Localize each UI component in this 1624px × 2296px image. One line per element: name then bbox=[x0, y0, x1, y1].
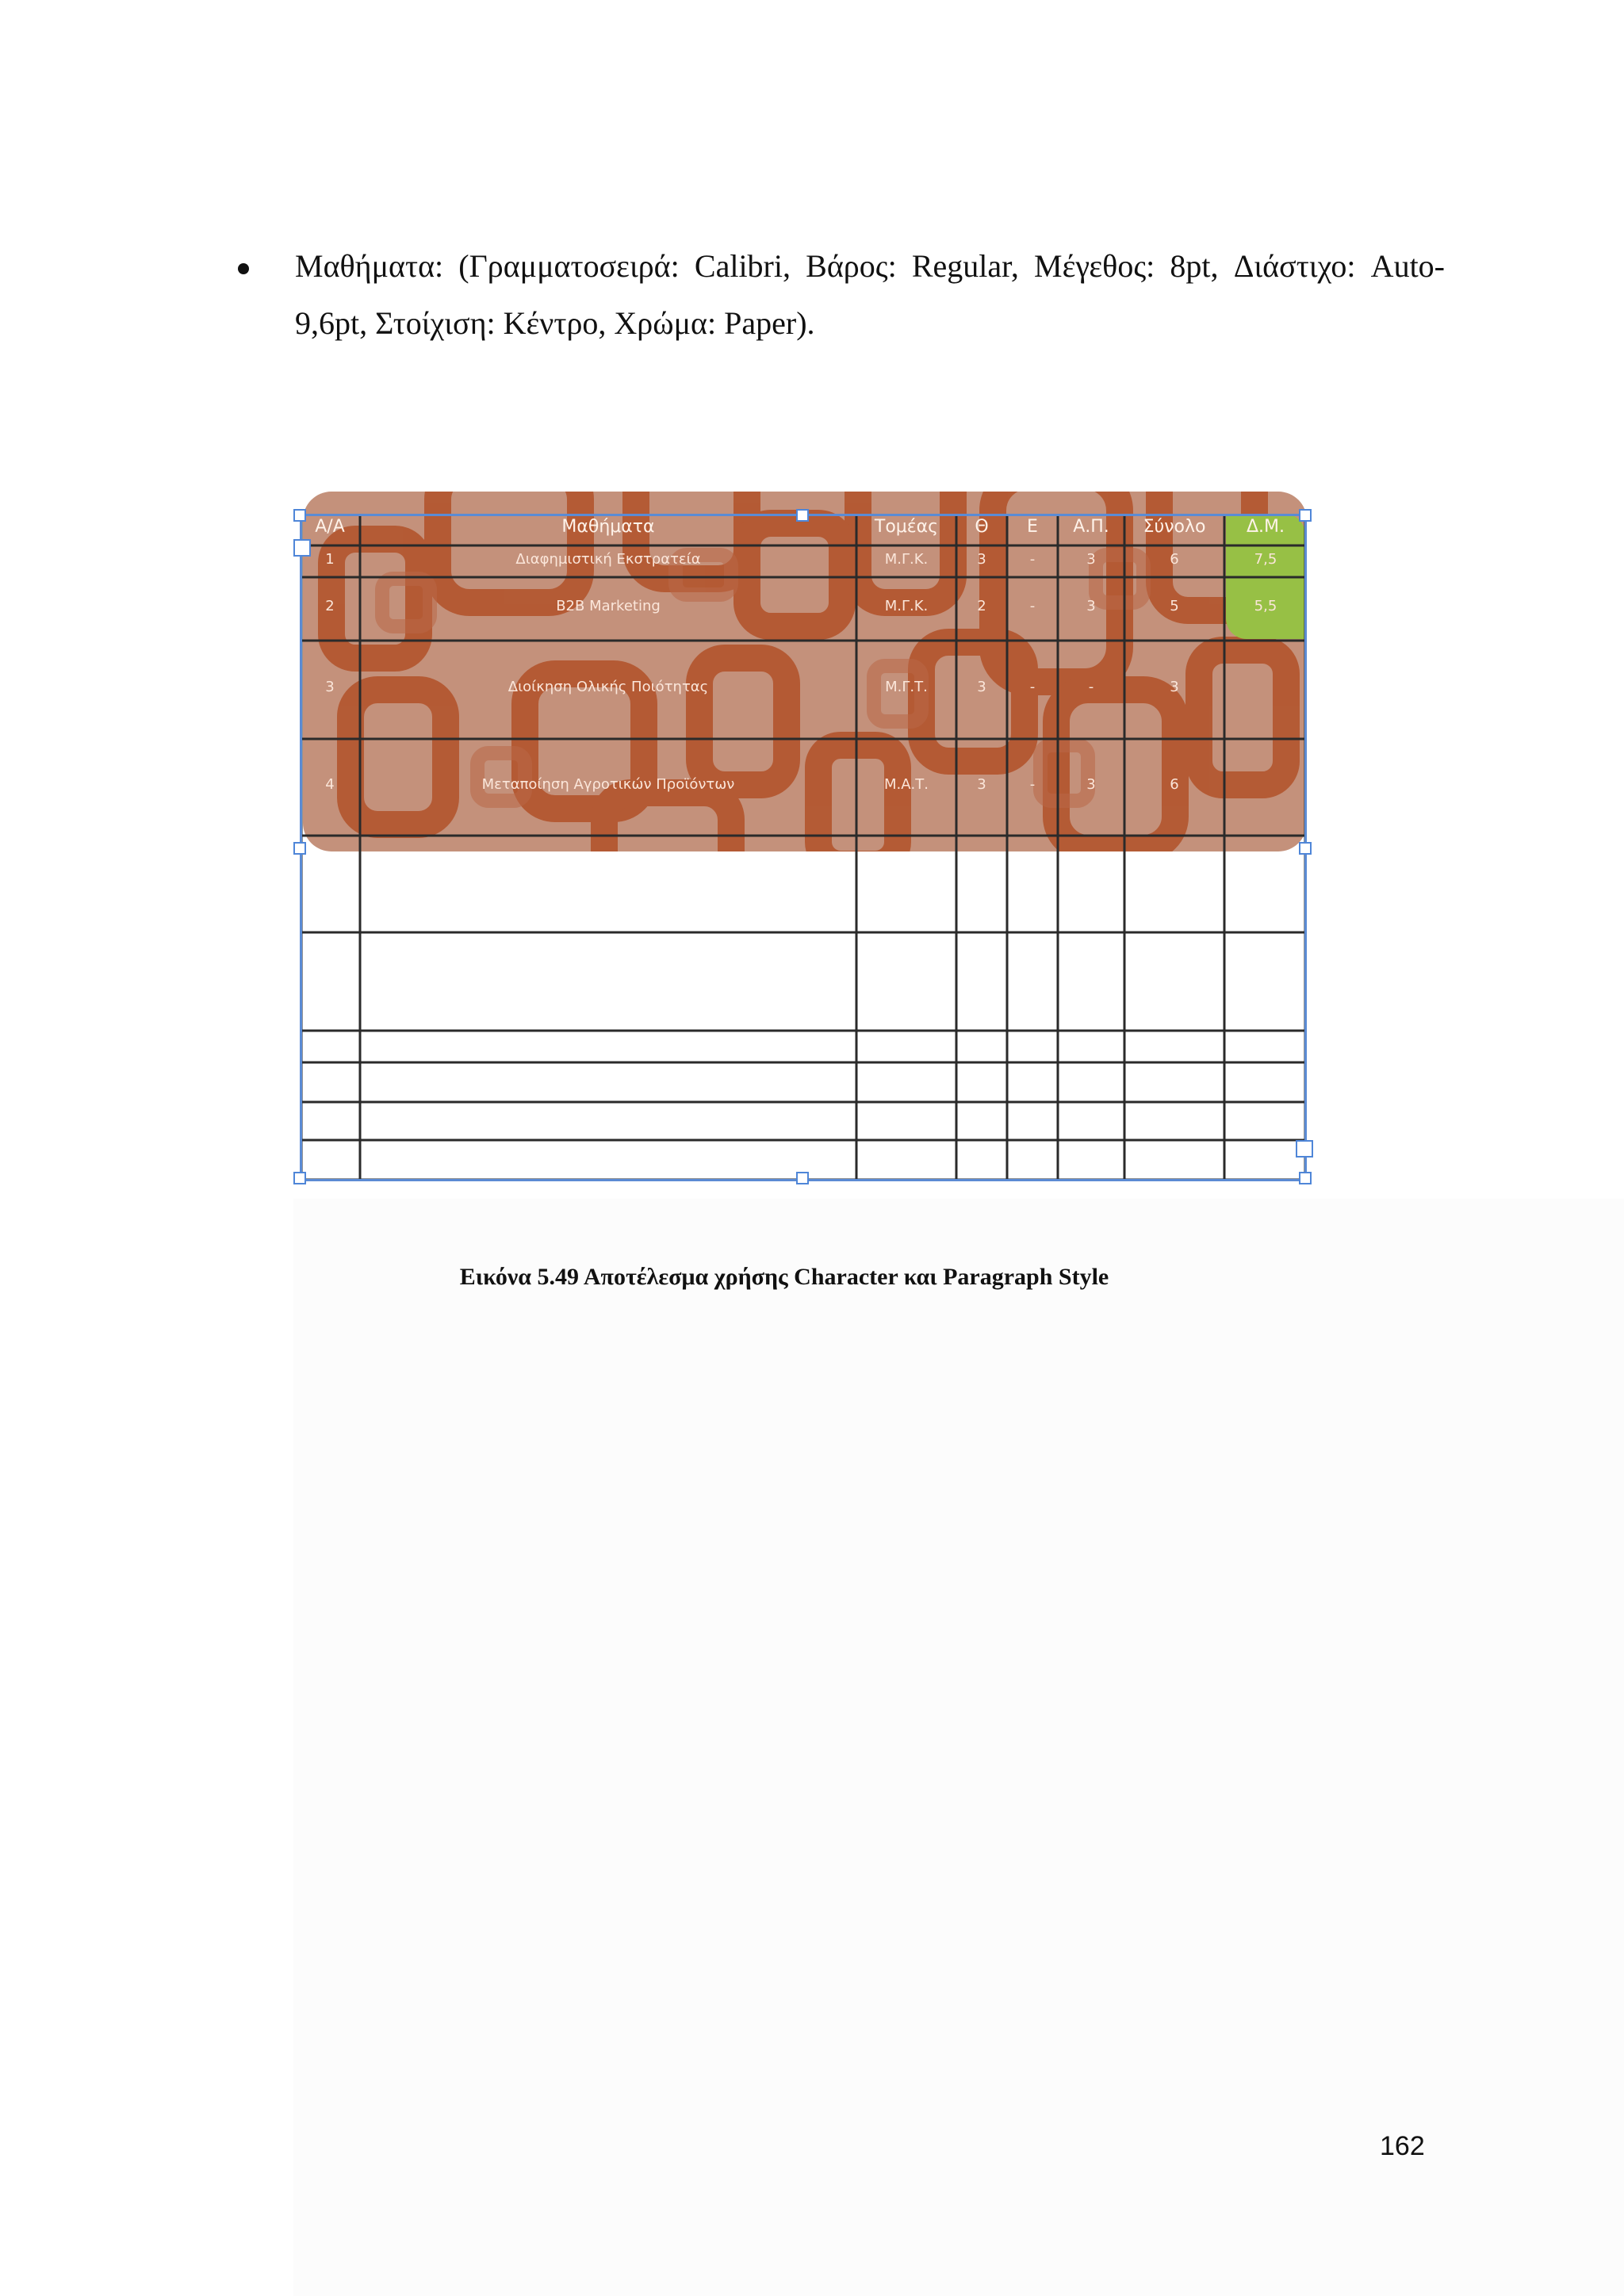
header-aa: Α/Α bbox=[315, 517, 345, 537]
resize-handle-bottom-left[interactable] bbox=[293, 1172, 306, 1184]
cell-ap: 3 bbox=[1086, 776, 1096, 793]
cell-aa: 2 bbox=[325, 598, 335, 614]
cell-course: B2B Marketing bbox=[556, 598, 661, 614]
table-anchor-handle[interactable] bbox=[293, 539, 311, 557]
cell-sector: Μ.Γ.Κ. bbox=[884, 598, 929, 614]
cell-aa: 3 bbox=[325, 679, 335, 695]
header-theory: Θ bbox=[975, 517, 989, 537]
cell-sector: Μ.Γ.Κ. bbox=[884, 551, 929, 568]
cell-sector: Μ.Α.Τ. bbox=[883, 776, 929, 793]
cell-theory: 2 bbox=[977, 598, 986, 614]
bullet-text: Μαθήματα: (Γραμματοσειρά: Calibri, Βάρος: Regular, Μέγεθος: 8pt, Διάστιχο: Auto-9,6pt, Στοίχιση: Κέντρο, Χρώμα: Paper). bbox=[295, 248, 1445, 341]
resize-handle-bottom-middle[interactable] bbox=[796, 1172, 809, 1184]
cell-course: Διαφημιστική Εκστρατεία bbox=[515, 551, 701, 568]
resize-handle-top-left[interactable] bbox=[293, 509, 306, 522]
header-courses: Μαθήματα bbox=[561, 517, 655, 537]
cell-lab: - bbox=[1029, 679, 1036, 695]
cell-aa: 4 bbox=[325, 776, 335, 793]
cell-aa: 1 bbox=[325, 551, 335, 568]
cell-course: Μεταποίηση Αγροτικών Προϊόντων bbox=[481, 776, 735, 793]
cell-theory: 3 bbox=[977, 551, 986, 568]
bullet-icon bbox=[238, 263, 249, 274]
table-grid bbox=[300, 514, 1307, 1181]
header-total: Σύνολο bbox=[1143, 517, 1206, 537]
cell-ap: - bbox=[1088, 679, 1094, 695]
cell-theory: 3 bbox=[977, 679, 986, 695]
cell-total: 6 bbox=[1170, 551, 1179, 568]
figure-caption-text: Εικόνα 5.49 Αποτέλεσμα χρήσης Character και Paragraph Style bbox=[459, 1264, 1109, 1290]
header-ap: Α.Π. bbox=[1073, 517, 1109, 537]
cell-ap: 3 bbox=[1086, 598, 1096, 614]
cell-total: 5 bbox=[1170, 598, 1179, 614]
overset-handle[interactable] bbox=[1296, 1140, 1313, 1158]
cell-dm: 5,5 bbox=[1254, 598, 1277, 614]
cell-lab: - bbox=[1029, 776, 1036, 793]
cell-course: Διοίκηση Ολικής Ποιότητας bbox=[508, 679, 709, 695]
cell-dm: 7,5 bbox=[1254, 551, 1277, 568]
resize-handle-top-middle[interactable] bbox=[796, 509, 809, 522]
header-dm: Δ.Μ. bbox=[1246, 517, 1285, 537]
cell-lab: - bbox=[1029, 551, 1036, 568]
header-sector: Τομέας bbox=[874, 517, 939, 537]
cell-total: 6 bbox=[1170, 776, 1179, 793]
cell-theory: 3 bbox=[977, 776, 986, 793]
cell-lab: - bbox=[1029, 598, 1036, 614]
header-lab: Ε bbox=[1027, 517, 1038, 537]
cell-total: 3 bbox=[1170, 679, 1179, 695]
cell-sector: Μ.Γ.Τ. bbox=[885, 679, 928, 695]
cell-ap: 3 bbox=[1086, 551, 1096, 568]
page-number: 162 bbox=[1380, 2131, 1425, 2161]
resize-handle-top-right[interactable] bbox=[1299, 509, 1312, 522]
resize-handle-bottom-right[interactable] bbox=[1299, 1172, 1312, 1184]
figure-caption bbox=[0, 1264, 1624, 1291]
table-figure[interactable] bbox=[293, 490, 1312, 1186]
resize-handle-middle-right[interactable] bbox=[1299, 842, 1312, 855]
resize-handle-middle-left[interactable] bbox=[293, 842, 306, 855]
